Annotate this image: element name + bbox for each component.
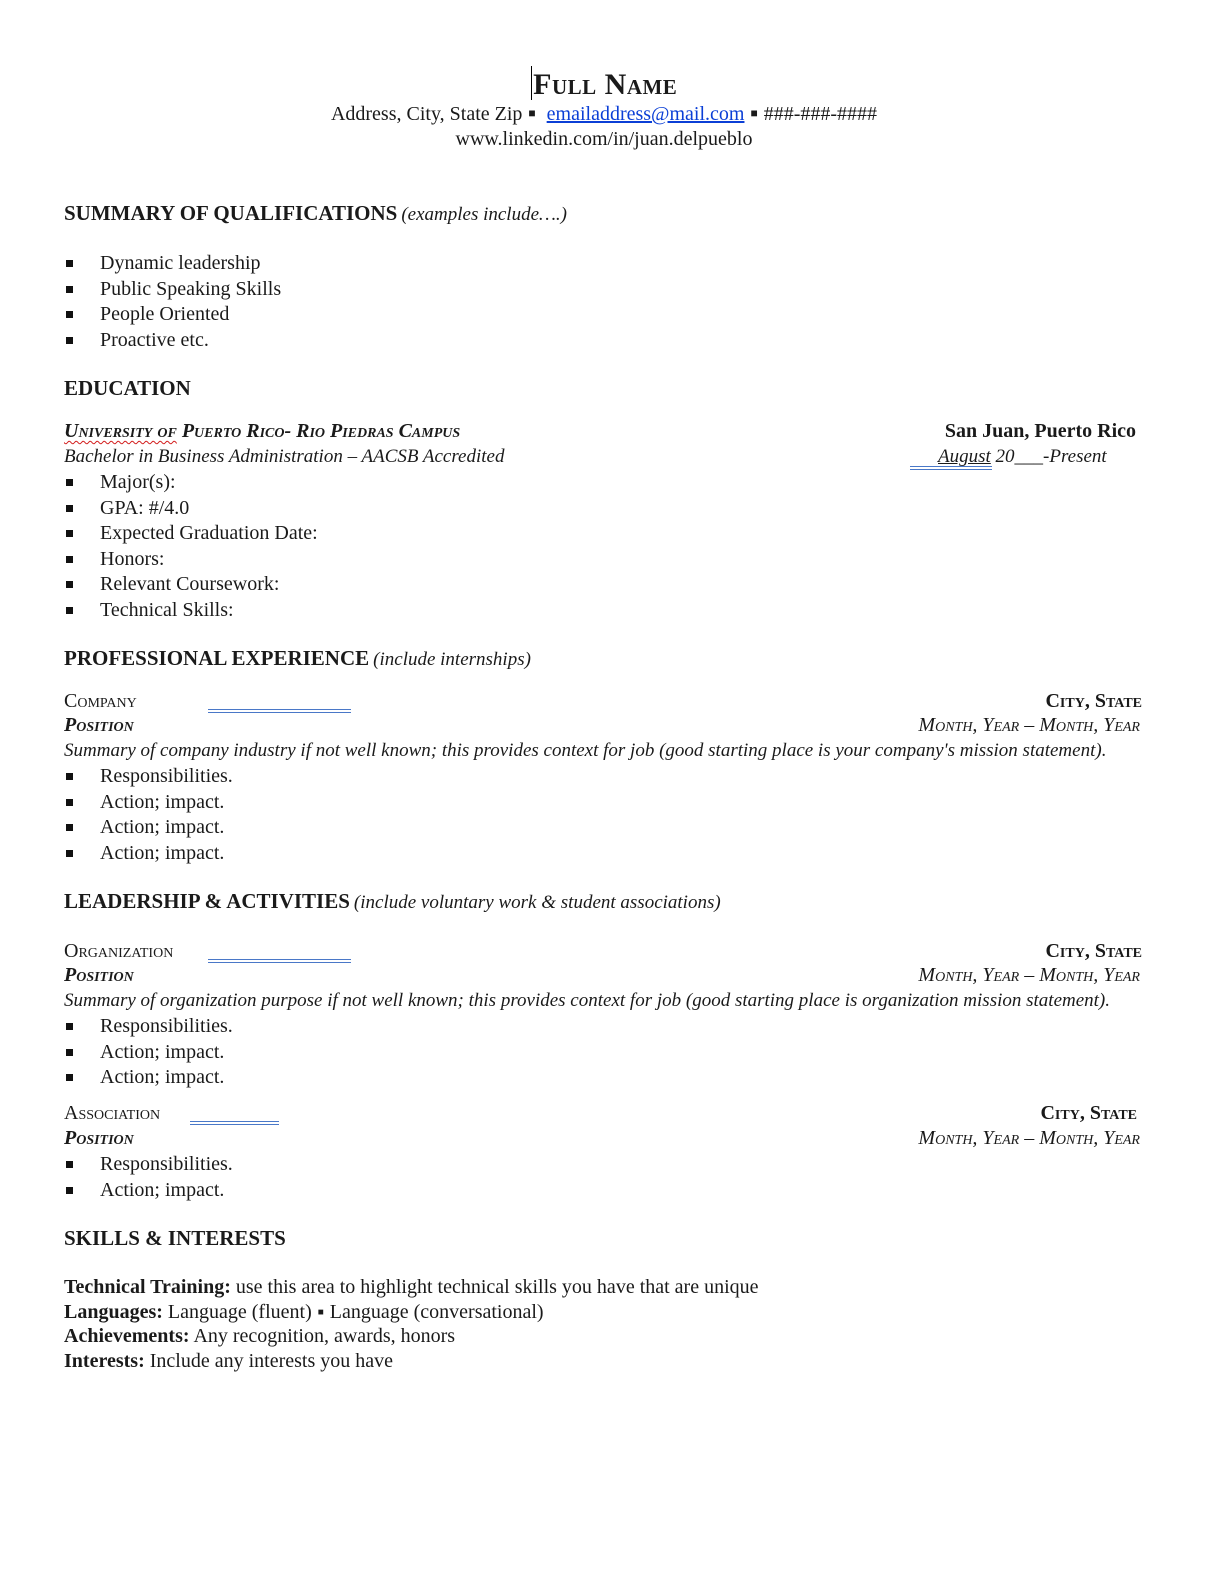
experience-list: [64, 764, 233, 866]
interests: Interests: Include any interests you have: [64, 1350, 393, 1372]
position-dates: Month, Year – Month, Year: [918, 714, 1140, 736]
double-underline: [190, 1121, 279, 1125]
list-item: Dynamic leadership: [64, 251, 281, 277]
organization-name: Organization: [64, 940, 174, 962]
list-item: Proactive etc.: [64, 328, 281, 354]
position-title: Position: [64, 1127, 134, 1149]
list-item: People Oriented: [64, 302, 281, 328]
experience-heading: PROFESSIONAL EXPERIENCE (include internships): [64, 646, 531, 670]
list-item: Relevant Coursework:: [64, 572, 318, 598]
separator-icon: ■: [528, 106, 536, 120]
technical-training: Technical Training: use this area to highlight technical skills you have that are unique: [64, 1276, 759, 1298]
linkedin-url: www.linkedin.com/in/juan.delpueblo: [455, 128, 753, 150]
position-dates: Month, Year – Month, Year: [918, 964, 1140, 986]
languages: Languages: Language (fluent) ■ Language (conversational): [64, 1301, 544, 1323]
email-link[interactable]: emailaddress@mail.com: [546, 103, 745, 125]
phone: ###-###-####: [763, 103, 878, 125]
list-item: Action; impact.: [64, 815, 233, 841]
list-item: Public Speaking Skills: [64, 277, 281, 303]
organization-location: City, State: [1045, 940, 1142, 962]
summary-list: [64, 251, 281, 353]
school-name: University of Puerto Rico- Rio Piedras Campus: [64, 420, 461, 442]
separator-icon: ■: [750, 106, 758, 120]
leadership-heading: LEADERSHIP & ACTIVITIES (include voluntary work & student associations): [64, 889, 721, 913]
position-title: Position: [64, 964, 134, 986]
text-cursor: [531, 66, 533, 100]
double-underline: [208, 959, 351, 963]
association-location: City, State: [1040, 1102, 1137, 1124]
double-underline: [208, 709, 351, 713]
position-dates: Month, Year – Month, Year: [918, 1127, 1140, 1149]
summary-heading: SUMMARY OF QUALIFICATIONS (examples include….): [64, 201, 567, 225]
organization-list: [64, 1014, 233, 1091]
position-title: Position: [64, 714, 134, 736]
organization-summary: Summary of organization purpose if not well known; this provides context for job (good starting place is organization mission statement).: [64, 990, 1111, 1011]
list-item: GPA: #/4.0: [64, 496, 318, 522]
company-location: City, State: [1045, 690, 1142, 712]
list-item: Action; impact.: [64, 1065, 233, 1091]
school-location: San Juan, Puerto Rico: [944, 420, 1136, 442]
list-item: Responsibilities.: [64, 1014, 233, 1040]
association-name: Association: [64, 1102, 161, 1124]
list-item: Action; impact.: [64, 790, 233, 816]
list-item: Honors:: [64, 547, 318, 573]
education-dates: August 20___-Present: [938, 446, 1107, 467]
education-heading: EDUCATION: [64, 376, 191, 400]
achievements: Achievements: Any recognition, awards, honors: [64, 1325, 456, 1347]
full-name: Full Name: [0, 66, 1208, 102]
list-item: Expected Graduation Date:: [64, 521, 318, 547]
list-item: Responsibilities.: [64, 1152, 233, 1178]
skills-heading: SKILLS & INTERESTS: [64, 1226, 286, 1250]
contact-line: [0, 103, 1208, 126]
list-item: Action; impact.: [64, 1040, 233, 1066]
address: Address, City, State Zip: [330, 103, 523, 125]
company-summary: Summary of company industry if not well known; this provides context for job (good starting place is your company's mission statement).: [64, 740, 1107, 761]
list-item: Action; impact.: [64, 841, 233, 867]
list-item: Action; impact.: [64, 1178, 233, 1204]
list-item: Major(s):: [64, 470, 318, 496]
separator-icon: ■: [317, 1307, 324, 1318]
company-name: Company: [64, 690, 137, 712]
education-list: [64, 470, 318, 623]
list-item: Responsibilities.: [64, 764, 233, 790]
association-list: [64, 1152, 233, 1203]
list-item: Technical Skills:: [64, 598, 318, 624]
double-underline: [910, 466, 992, 470]
degree: Bachelor in Business Administration – AACSB Accredited: [64, 446, 505, 467]
